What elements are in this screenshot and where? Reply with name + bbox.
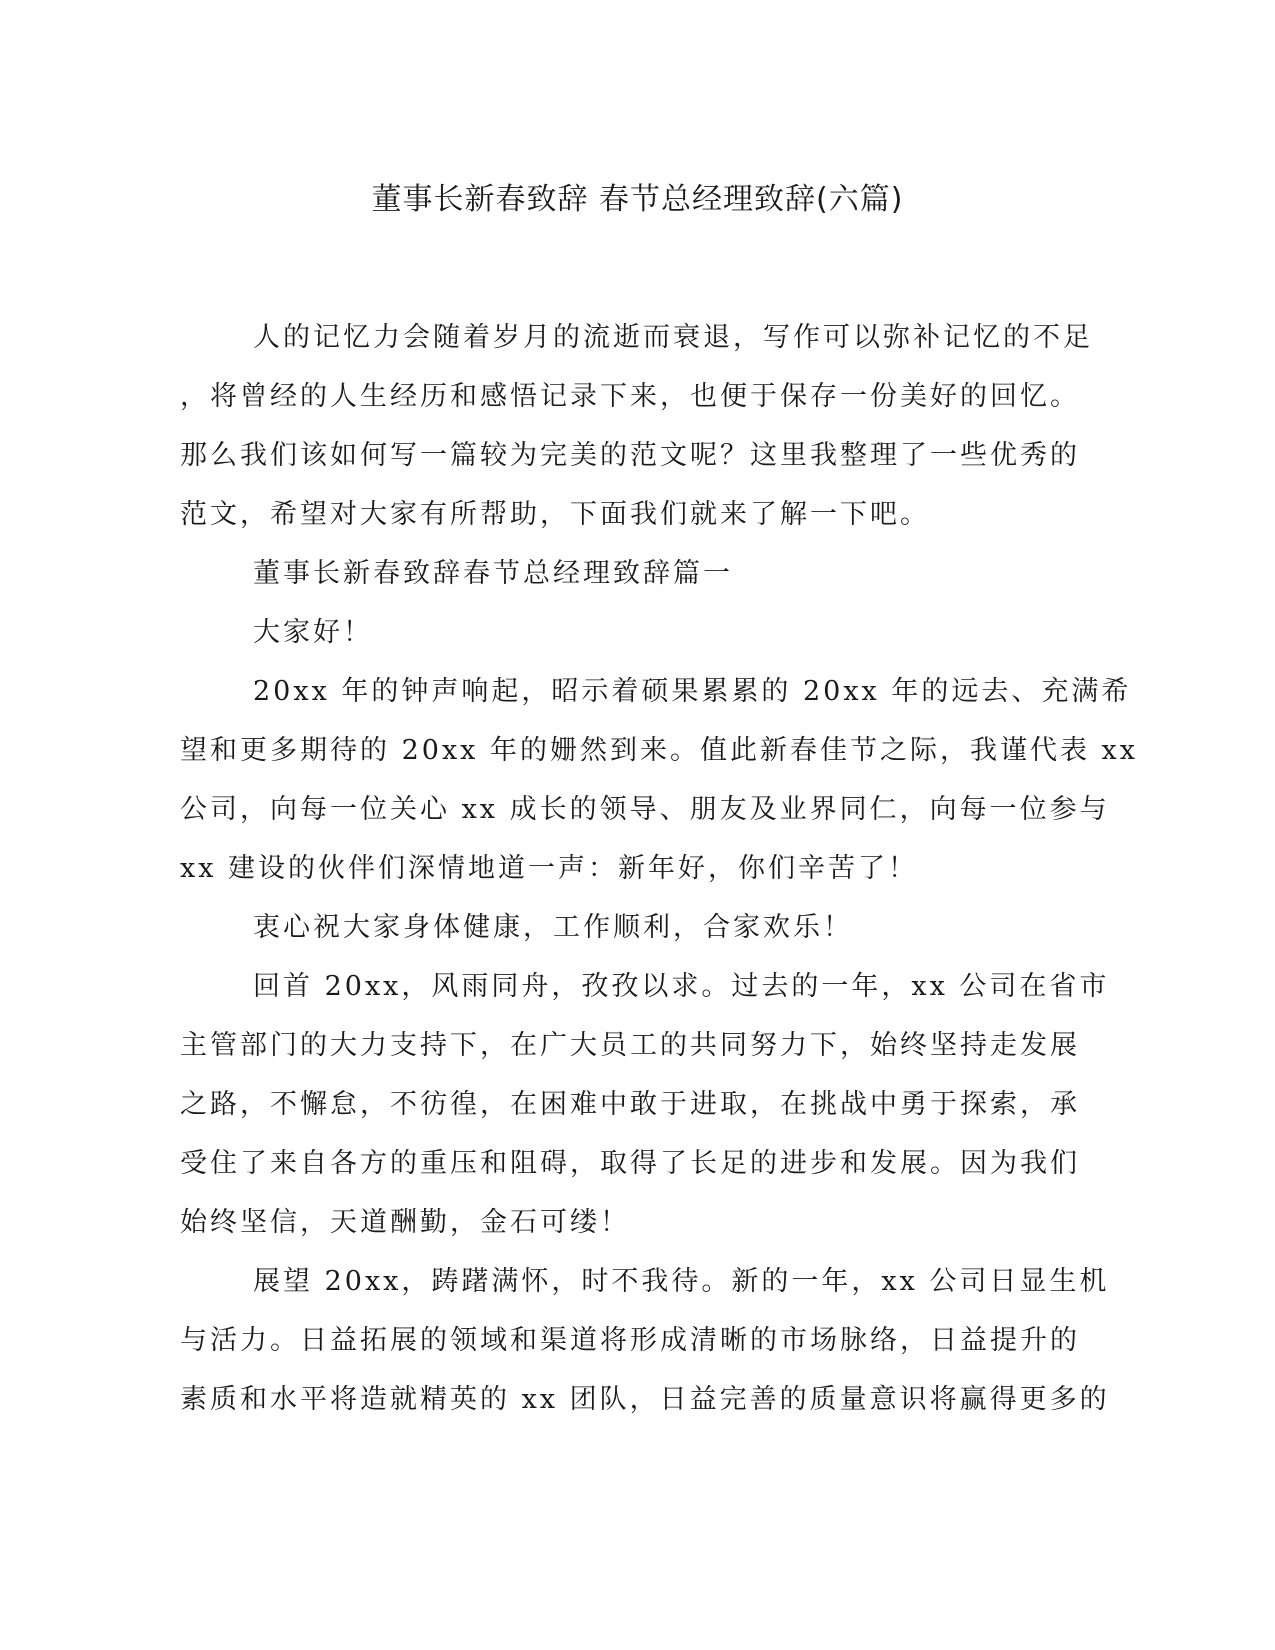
text-line: xx 建设的伙伴们深情地道一声：新年好，你们辛苦了！ (180, 853, 919, 884)
text-line: ，将曾经的人生经历和感悟记录下来，也便于保存一份美好的回忆。 (180, 381, 1080, 412)
text-line: 那么我们该如何写一篇较为完美的范文呢？这里我整理了一些优秀的 (180, 440, 1080, 471)
text-line: 望和更多期待的 20xx 年的姗然到来。值此新春佳节之际，我谨代表 xx (180, 735, 1139, 766)
text-line: 人的记忆力会随着岁月的流逝而衰退，写作可以弥补记忆的不足 (253, 322, 1093, 353)
text-line: 衷心祝大家身体健康，工作顺利，合家欢乐！ (253, 912, 853, 943)
text-line: 与活力。日益拓展的领域和渠道将形成清晰的市场脉络，日益提升的 (180, 1325, 1080, 1356)
text-line: 范文，希望对大家有所帮助，下面我们就来了解一下吧。 (180, 499, 930, 530)
text-line: 始终坚信，天道酬勤，金石可缕！ (180, 1207, 630, 1238)
text-line: 素质和水平将造就精英的 xx 团队，日益完善的质量意识将赢得更多的 (180, 1384, 1110, 1415)
document-title: 董事长新春致辞 春节总经理致辞(六篇) (371, 182, 904, 217)
section-heading: 董事长新春致辞春节总经理致辞篇一 (253, 558, 733, 589)
text-line: 展望 20xx，踌躇满怀，时不我待。新的一年，xx 公司日显生机 (253, 1266, 1110, 1297)
text-line: 公司，向每一位关心 xx 成长的领导、朋友及业界同仁，向每一位参与 (180, 794, 1110, 825)
text-line: 主管部门的大力支持下，在广大员工的共同努力下，始终坚持走发展 (180, 1030, 1080, 1061)
text-line: 20xx 年的钟声响起，昭示着硕果累累的 20xx 年的远去、充满希 (253, 676, 1132, 707)
text-line: 受住了来自各方的重压和阻碍，取得了长足的进步和发展。因为我们 (180, 1148, 1080, 1179)
text-line: 回首 20xx，风雨同舟，孜孜以求。过去的一年，xx 公司在省市 (253, 971, 1110, 1002)
text-line: 之路，不懈怠，不彷徨，在困难中敢于进取，在挑战中勇于探索，承 (180, 1089, 1080, 1120)
text-line: 大家好！ (253, 617, 373, 648)
